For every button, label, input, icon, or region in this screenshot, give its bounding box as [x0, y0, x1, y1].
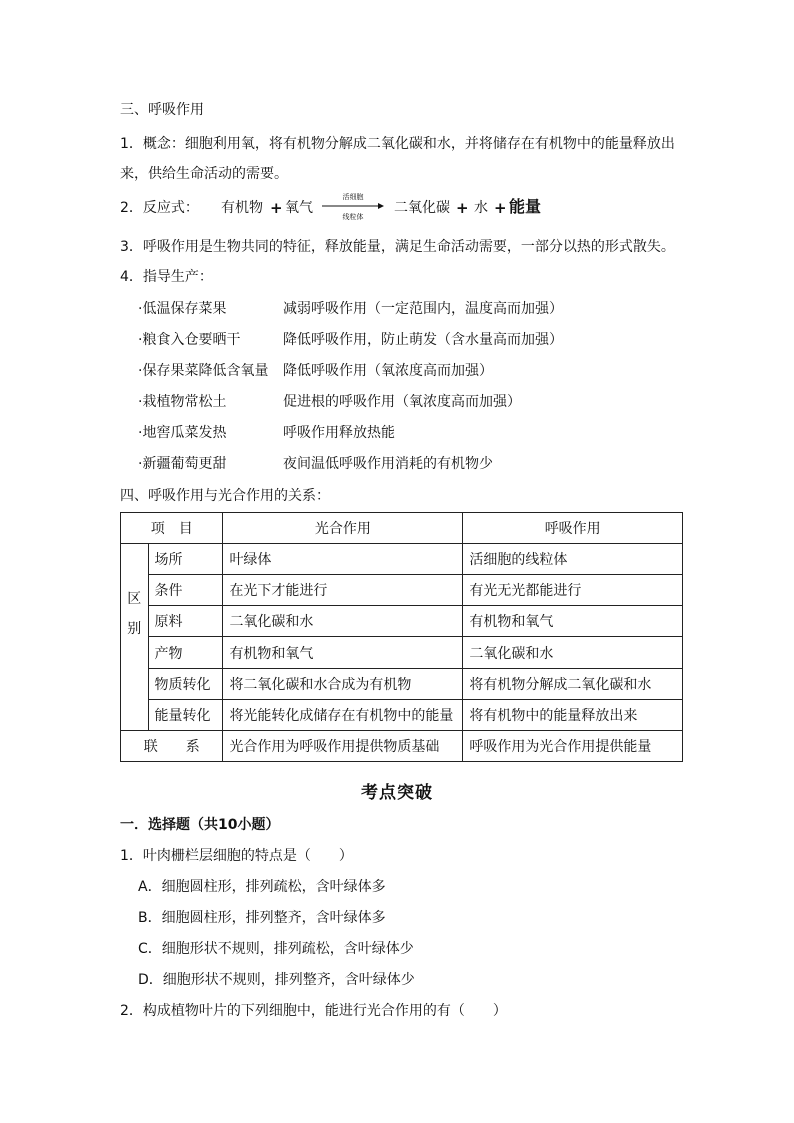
exam-heading: 考点突破: [361, 783, 433, 803]
difference-label: [121, 544, 149, 731]
arrow-condition-top: 活细胞: [342, 193, 364, 201]
arrow-condition-bottom: 线粒体: [342, 213, 364, 221]
row-attribute: 原料: [148, 606, 223, 637]
row-attribute: 条件: [148, 575, 223, 606]
row-attribute: 物质转化: [148, 668, 223, 699]
comparison-table: [120, 512, 683, 762]
table-row: [121, 575, 683, 606]
guidance-item: ·新疆葡萄更甜: [138, 456, 227, 472]
row-photosynthesis: 将光能转化成储存在有机物中的能量: [223, 699, 463, 730]
row-attribute: 场所: [148, 544, 223, 575]
section4-title: 四、呼吸作用与光合作用的关系：: [120, 488, 330, 504]
table-row: [121, 544, 683, 575]
row-respiration: 将有机物分解成二氧化碳和水: [463, 668, 683, 699]
table-row: [121, 668, 683, 699]
link-label: 联 系: [121, 731, 223, 762]
row-photosynthesis: 将二氧化碳和水合成为有机物: [223, 668, 463, 699]
question-1-stem: 1．叶肉栅栏层细胞的特点是（ ）: [120, 848, 353, 864]
row-respiration: 有机物和氧气: [463, 606, 683, 637]
question-1-option-b: B．细胞圆柱形，排列整齐，含叶绿体多: [138, 910, 386, 926]
question-1-option-a: A．细胞圆柱形，排列疏松，含叶绿体多: [138, 879, 386, 895]
header-item: 项 目: [121, 513, 223, 544]
difference-char-1: 区: [127, 591, 142, 607]
row-respiration: 二氧化碳和水: [463, 637, 683, 668]
concept-line-2: 来，供给生命活动的需要。: [120, 166, 288, 182]
header-respiration: 呼吸作用: [463, 513, 683, 544]
guidance-reason: 夜间温低呼吸作用消耗的有机物少: [283, 456, 493, 472]
concept-line-1: 1．概念：细胞利用氧，将有机物分解成二氧化碳和水，并将储存在有机物中的能量释放出: [120, 136, 675, 152]
question-2-stem: 2．构成植物叶片的下列细胞中，能进行光合作用的有（ ）: [120, 1003, 507, 1019]
point-3: 3．呼吸作用是生物共同的特征，释放能量，满足生命活动需要，一部分以热的形式散失。: [120, 239, 675, 255]
reactant-oxygen: 氧气: [285, 200, 313, 216]
guidance-reason: 呼吸作用释放热能: [283, 425, 395, 441]
row-respiration: 有光无光都能进行: [463, 575, 683, 606]
guidance-reason: 促进根的呼吸作用（氧浓度高而加强）: [283, 394, 521, 410]
table-row: [121, 606, 683, 637]
section3-title: 三、呼吸作用: [120, 102, 204, 118]
point-4-title: 4．指导生产：: [120, 269, 213, 285]
plus-sign: +: [494, 199, 507, 217]
guidance-item: ·粮食入仓要晒干: [138, 332, 241, 348]
row-photosynthesis: 在光下才能进行: [223, 575, 463, 606]
row-attribute: 能量转化: [148, 699, 223, 730]
table-header-row: [121, 513, 683, 544]
row-photosynthesis: 二氧化碳和水: [223, 606, 463, 637]
row-attribute: 产物: [148, 637, 223, 668]
part-title: 一．选择题（共10小题）: [120, 817, 280, 833]
guidance-item: ·地窖瓜菜发热: [138, 425, 227, 441]
product-water: 水: [474, 200, 488, 216]
link-respiration: 呼吸作用为光合作用提供能量: [463, 731, 683, 762]
guidance-item: ·保存果菜降低含氧量: [138, 363, 269, 379]
row-photosynthesis: 叶绿体: [223, 544, 463, 575]
question-1-option-d: D．细胞形状不规则，排列整齐，含叶绿体少: [138, 972, 415, 988]
header-photosynthesis: 光合作用: [223, 513, 463, 544]
table-row: [121, 699, 683, 730]
reaction-arrow: [321, 193, 385, 223]
guidance-reason: 减弱呼吸作用（一定范围内，温度高而加强）: [283, 301, 563, 317]
guidance-reason: 降低呼吸作用（氧浓度高而加强）: [283, 363, 493, 379]
link-photosynthesis: 光合作用为呼吸作用提供物质基础: [223, 731, 463, 762]
equation-label: 2．反应式：: [120, 200, 199, 216]
table-link-row: [121, 731, 683, 762]
guidance-item: ·栽植物常松土: [138, 394, 227, 410]
product-co2: 二氧化碳: [394, 200, 450, 216]
guidance-item: ·低温保存菜果: [138, 301, 227, 317]
plus-sign: +: [456, 199, 469, 217]
row-respiration: 将有机物中的能量释放出来: [463, 699, 683, 730]
table-row: [121, 637, 683, 668]
plus-sign: +: [270, 199, 283, 217]
right-arrow-icon: [321, 202, 385, 210]
row-photosynthesis: 有机物和氧气: [223, 637, 463, 668]
row-respiration: 活细胞的线粒体: [463, 544, 683, 575]
reactant-organic: 有机物: [221, 200, 263, 216]
guidance-reason: 降低呼吸作用，防止萌发（含水量高而加强）: [283, 332, 563, 348]
product-energy: 能量: [509, 197, 542, 216]
question-1-option-c: C．细胞形状不规则，排列疏松，含叶绿体少: [138, 941, 414, 957]
difference-char-2: 别: [127, 621, 142, 637]
